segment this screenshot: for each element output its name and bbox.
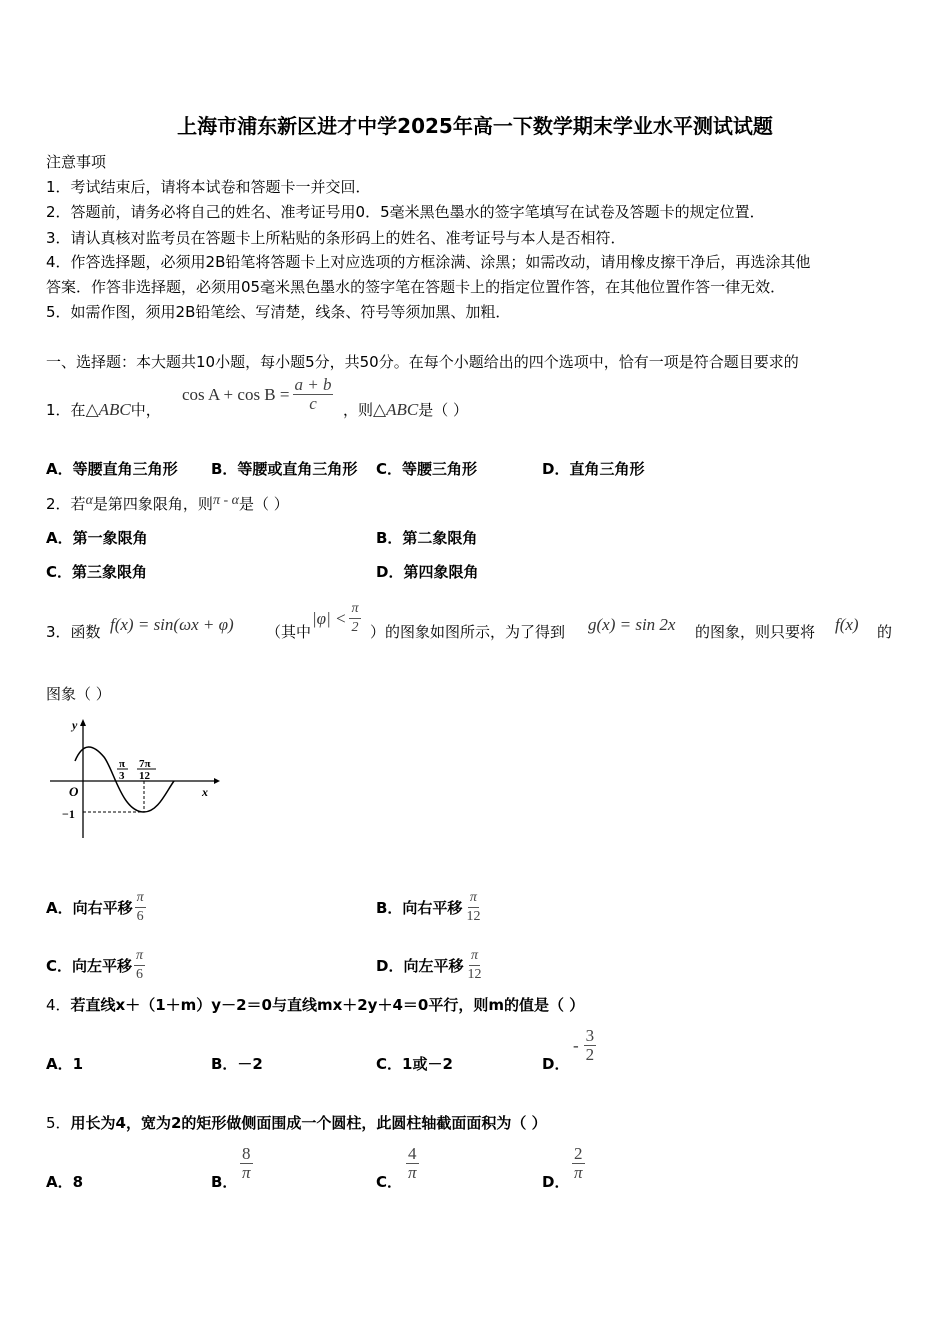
notice-item: 答案．作答非选择题，必须用05毫米黑色墨水的签字笔在答题卡上的指定位置作答，在其他位置作答一律无效． [46,278,786,296]
notice-item: 1．考试结束后，请将本试卷和答题卡一并交回． [46,178,371,196]
notice-item: 2．答题前，请务必将自己的姓名、准考证号用0．5毫米黑色墨水的签字笔填写在试卷及答题卡的规定位置． [46,203,765,221]
q5-option-d-value: $\frac{2}{\pi}$ [574,1144,583,1182]
question-3: 3．函数 [46,623,101,641]
q1-equation: cos A + cos B = $\frac{a + b}{c}$ [182,375,332,413]
question-2: 2．若α是第四象限角，则π - α是（ ） [46,493,289,513]
tick-pi-over-3-den: 3 [119,770,125,782]
q3-function: f(x) = sin(ωx + φ) [110,615,234,634]
sine-curve [75,747,174,812]
notice-item: 4．作答选择题，必须用2B铅笔将答题卡上对应选项的方框涂满、涂黑；如需改动，请用橡皮擦干净后，再选涂其他 [46,253,811,271]
x-axis-arrow [214,778,220,784]
q3-target-function: g(x) = sin 2x [588,615,676,634]
q1-option-b[interactable]: B．等腰或直角三角形 [211,460,358,478]
sine-graph [46,712,222,842]
q5-option-a[interactable]: A．8 [46,1173,84,1191]
x-label: x [202,785,208,799]
notice-heading: 注意事项 [46,153,107,171]
tick-7pi-over-12-num: 7π [139,758,151,770]
y-label: y [72,718,78,732]
q3-condition: |φ| < $\frac{\pi}{2}$ [312,601,359,635]
q1-option-c[interactable]: C．等腰三角形 [376,460,478,478]
q3-option-a[interactable]: A．向右平移 $\frac{\pi}{6}$ [46,890,144,924]
q3-option-c[interactable]: C．向左平移 $\frac{\pi}{6}$ [46,948,144,982]
q5-option-c[interactable]: C． [376,1173,403,1191]
q4-option-a[interactable]: A．1 [46,1055,84,1073]
page-title: 上海市浦东新区进才中学2025年高一下数学期末学业水平测试试题 [177,114,773,138]
y-axis-arrow [80,719,86,726]
q2-option-b[interactable]: B．第二象限角 [376,529,478,547]
q1-option-a[interactable]: A．等腰直角三角形 [46,460,178,478]
q4-option-d[interactable]: D． [542,1055,570,1073]
q4-option-c[interactable]: C．1或－2 [376,1055,453,1073]
q5-option-d[interactable]: D． [542,1173,570,1191]
question-5: 5．用长为4，宽为2的矩形做侧面围成一个圆柱，此圆柱轴截面面积为（ ） [46,1114,547,1132]
q2-option-d[interactable]: D．第四象限角 [376,563,479,581]
question-number: 1． [46,401,71,419]
notice-item: 5．如需作图，须用2B铅笔绘、写清楚，线条、符号等须加黑、加粗． [46,303,511,321]
question-4: 4．若直线x＋（1＋m）y－2＝0与直线mx＋2y＋4＝0平行，则m的值是（ ） [46,996,585,1014]
origin-label: O [69,784,79,799]
q5-option-c-value: $\frac{4}{\pi}$ [408,1144,417,1182]
q5-option-b-value: $\frac{8}{\pi}$ [242,1144,251,1182]
q3-option-d[interactable]: D．向左平移 $\frac{\pi}{12}$ [376,948,482,982]
section-heading: 一、选择题：本大题共10小题，每小题5分，共50分。在每个小题给出的四个选项中，恰有一项是符合题目要求的 [46,353,799,371]
q5-option-b[interactable]: B． [211,1173,238,1191]
q2-option-c[interactable]: C．第三象限角 [46,563,148,581]
question-1: 1．在△ABC中， [46,400,161,419]
q4-option-b[interactable]: B．－2 [211,1055,263,1073]
q1-option-d[interactable]: D．直角三角形 [542,460,645,478]
q3-option-b[interactable]: B．向右平移 $\frac{\pi}{12}$ [376,890,481,924]
minus-one-label: −1 [62,807,75,821]
q4-option-d-value: - $\frac{3}{2}$ [573,1026,595,1064]
notice-item: 3．请认真核对监考员在答题卡上所粘贴的条形码上的姓名、准考证号与本人是否相符． [46,229,626,247]
tick-pi-over-3-num: π [119,758,126,770]
tick-7pi-over-12-den: 12 [139,770,150,782]
q2-option-a[interactable]: A．第一象限角 [46,529,148,547]
q1-tail: ，则△ABC是（ ） [343,400,468,419]
